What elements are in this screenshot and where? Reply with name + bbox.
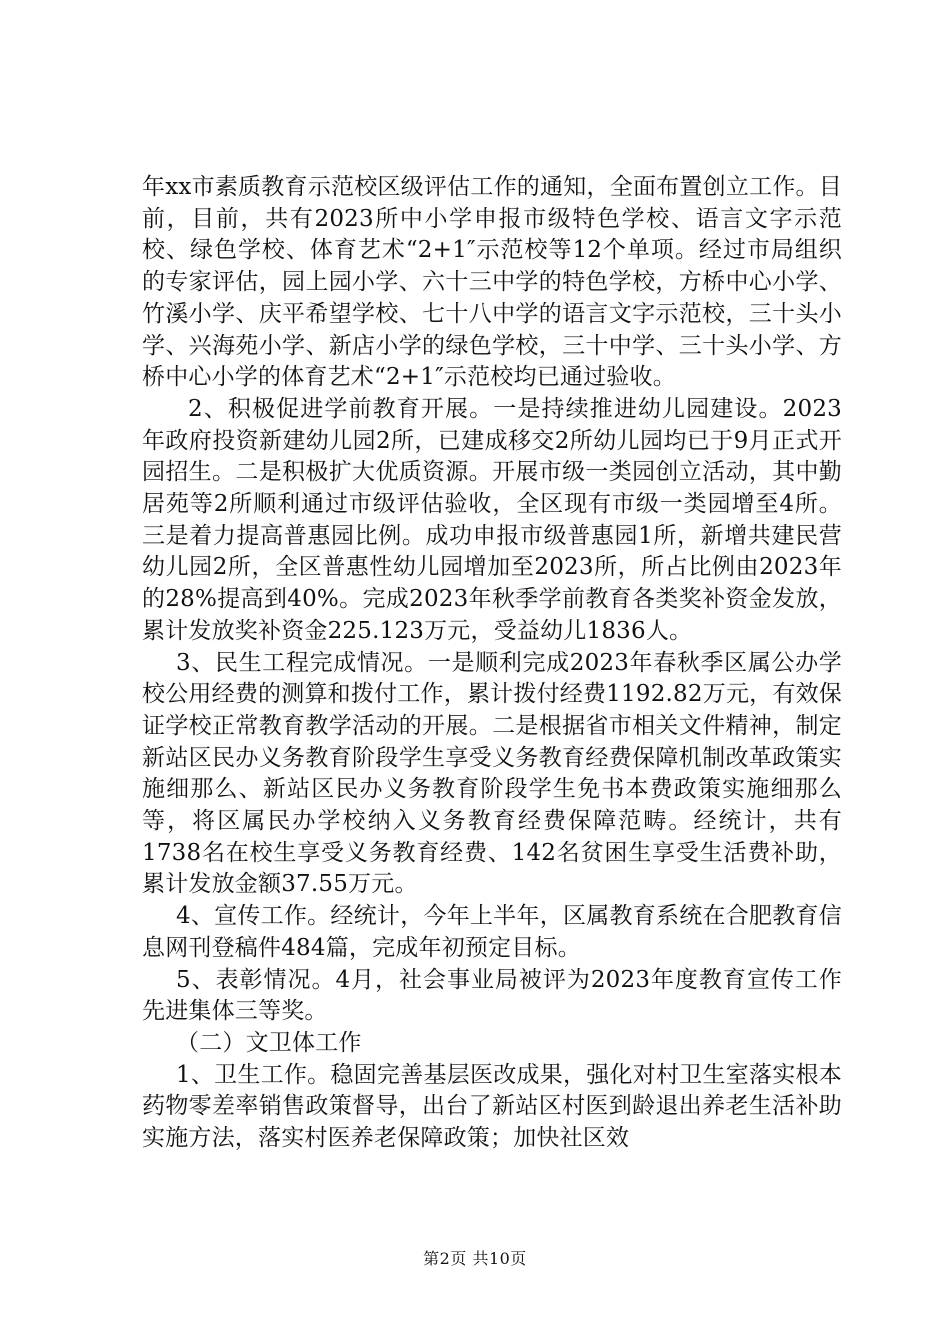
document-body [142,172,842,1155]
paragraph-livelihood-projects: 3、民生工程完成情况。一是顺利完成2023年春秋季区属公办学校公用经费的测算和拨付工作，累计拨付经费1192.82万元，有效保证学校正常教育教学活动的开展。二是根据省市相关文件精神，制定新站区民办义务教育阶段学生享受义务教育经费保障机制改革政策实施细那么、新站区民办义务教育阶段学生免书本费政策实施细那么等，将区属民办学校纳入义务教育经费保障范畴。经统计，共有1738名在校生享受义务教育经费、142名贫困生享受生活费补助，累计发放金额37.55万元。 [142,649,842,898]
paragraph-preschool-education: 2、积极促进学前教育开展。一是持续推进幼儿园建设。2023年政府投资新建幼儿园2所，已建成移交2所幼儿园均已于9月正式开园招生。二是积极扩大优质资源。开展市级一类园创立活动，其中勤居苑等2所顺利通过市级评估验收，全区现有市级一类园增至4所。三是着力提高普惠园比例。成功申报市级普惠园1所，新增共建民营幼儿园2所，全区普惠性幼儿园增加至2023所，所占比例由2023年的28%提高到40%。完成2023年秋季学前教育各类奖补资金发放，累计发放奖补资金225.123万元，受益幼儿1836人。 [142,395,842,644]
section-heading-culture-health-sports: （二）文卫体工作 [176,1029,362,1056]
paragraph-commendations: 5、表彰情况。4月，社会事业局被评为2023年度教育宣传工作先进集体三等奖。 [142,966,842,1025]
paragraph-publicity-work: 4、宣传工作。经统计，今年上半年，区属教育系统在合肥教育信息网刊登稿件484篇，完成年初预定目标。 [142,903,842,961]
paragraph-health-work: 1、卫生工作。稳固完善基层医改成果，强化对村卫生室落实根本药物零差率销售政策督导，出台了新站区村医到龄退出养老生活补助实施方法，落实村医养老保障政策；加快社区效 [142,1061,842,1152]
paragraph-continuation: 年xx市素质教育示范校区级评估工作的通知，全面布置创立工作。目前，目前，共有2023所中小学申报市级特色学校、语言文字示范校、绿色学校、体育艺术“2+1″示范校等12个单项。经过市局组织的专家评估，园上园小学、六十三中学的特色学校，方桥中心小学、竹溪小学、庆平希望学校、七十八中学的语言文字示范校，三十头小学、兴海苑小学、新店小学的绿色学校，三十中学、三十头小学、方桥中心小学的体育艺术“2+1″示范校均已通过验收。 [142,174,842,391]
page-number-footer: 第2页 共10页 [423,1249,527,1268]
